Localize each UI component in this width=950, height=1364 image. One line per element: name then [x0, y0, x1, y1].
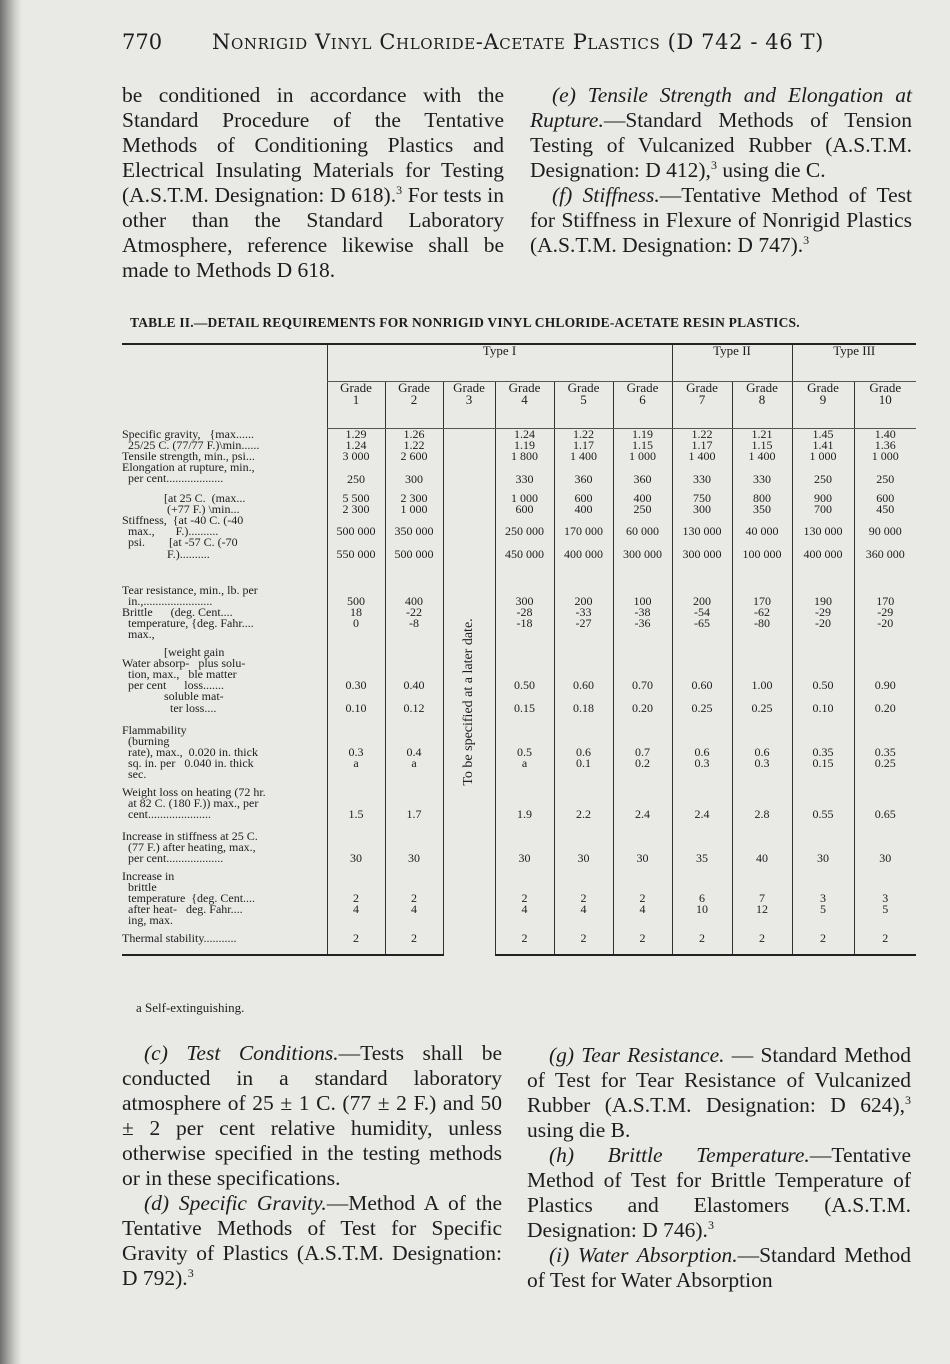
table-cell: 0.7 0.2 — [613, 725, 672, 787]
table-cell: 30 — [327, 831, 385, 871]
page-number: 770 — [122, 30, 163, 54]
paragraph-conditioning — [122, 83, 504, 283]
table-cell: 0.60 0.18 — [554, 647, 613, 725]
table-cell: 2.4 — [672, 787, 732, 831]
table-cell: 2 — [613, 933, 672, 955]
table-cell: 400 250 60 000 300 000 — [613, 493, 672, 585]
table-cell: 2 — [327, 933, 385, 955]
paragraph-tear-resistance — [527, 1043, 911, 1143]
paragraph-text: —Tests shall be conducted in a standard laboratory atmosphere of 25 ± 1 C. (77 ± 2 F.) and 50 ± 2 per cent relative humidity, unless otherwise specified in the testing methods or in these specifications. — [122, 1041, 503, 1190]
footnote-ref: 3 — [396, 182, 403, 197]
table-cell: 200 -54 -65 — [672, 585, 732, 647]
table-cell: 2 4 — [495, 871, 554, 933]
table-cell: 100 -38 -36 — [613, 585, 672, 647]
right-column-top — [530, 83, 912, 258]
table-cell: 0.30 0.10 — [327, 647, 385, 725]
table-cell: 900 700 130 000 400 000 — [792, 493, 854, 585]
table-footnote: a Self-extinguishing. — [136, 1000, 245, 1015]
table-cell: 190 -29 -20 — [792, 585, 854, 647]
grade-header: Grade 4 — [495, 382, 554, 429]
grade-header: Grade 7 — [672, 382, 732, 429]
table-cell: 0.35 0.15 — [792, 725, 854, 787]
table-cell: 1.22 1.17 1 400 360 — [554, 429, 613, 493]
grade-header: Grade 1 — [327, 382, 385, 429]
table-cell: 35 — [672, 831, 732, 871]
table-cell: 0.60 0.25 — [672, 647, 732, 725]
row-label: Specific gravity, {max...... 25/25 C. (77/77 F.)\min...... Tensile strength, min., psi... Elongation at rupture, min., per cent................... — [122, 426, 260, 486]
grade-header: Grade 9 — [792, 382, 854, 429]
table-cell: 0.6 0.1 — [554, 725, 613, 787]
table-cell: 1.29 1.24 3 000 250 — [327, 429, 385, 493]
table-cell: 800 350 40 000 100 000 — [732, 493, 792, 585]
table-cell: 0.5 a — [495, 725, 554, 787]
table-cell: 30 — [792, 831, 854, 871]
table-cell: 2 4 — [613, 871, 672, 933]
group-type-1: Type I — [327, 345, 672, 382]
table-cell: 7 12 — [732, 871, 792, 933]
table-cell: 30 — [854, 831, 916, 871]
group-type-2: Type II — [672, 345, 792, 382]
paragraph-text: —Method A of the Tentative Methods of Test for Specific Gravity of Plastics (A.S.T.M. Designation: D 792). — [122, 1191, 502, 1290]
left-column-bottom — [122, 1041, 502, 1291]
table-cell: 1.19 1.15 1 000 360 — [613, 429, 672, 493]
table-cell: 300 -28 -18 — [495, 585, 554, 647]
table-cell: 200 -33 -27 — [554, 585, 613, 647]
footnote-ref: 3 — [905, 1092, 911, 1107]
row-label: Weight loss on heating (72 hr. at 82 C. (180 F.)) max., per cent..................... — [122, 784, 266, 821]
paragraph-test-conditions — [122, 1041, 502, 1191]
paragraph-stiffness — [530, 183, 912, 258]
table-cell: 2 — [732, 933, 792, 955]
table-cell: 2 4 — [385, 871, 443, 933]
row-label: [at 25 C. (max... (+77 F.) \min... Stiffness, {at -40 C. (-40 max., F.).......... psi. [at -57 C. (-70 F.).......... — [122, 490, 246, 561]
grade-header: Grade 3 — [443, 382, 495, 429]
table-row — [122, 493, 916, 585]
paragraph-text: —Standard Methods of Tension Testing of Vulcanized Rubber (A.S.T.M. Designation: D 412), — [530, 108, 912, 182]
table-cell: 2 — [554, 933, 613, 955]
section-heading-d: (d) Specific Gravity. — [144, 1191, 327, 1215]
table-cell: 2.4 — [613, 787, 672, 831]
table-row — [122, 933, 916, 955]
table-cell: 2 4 — [554, 871, 613, 933]
table-body — [122, 426, 916, 955]
paragraph-water-absorption — [527, 1243, 911, 1293]
paragraph-text: — Standard Method of Test for Tear Resistance of Vulcanized Rubber (A.S.T.M. Designation: D 624), — [527, 1043, 912, 1117]
section-heading-e: (e) Tensile Strength and Elongation at Rupture. — [530, 83, 912, 132]
requirements-table — [122, 343, 916, 993]
table-cell: 30 — [554, 831, 613, 871]
table-cell: 30 — [385, 831, 443, 871]
row-label: Tear resistance, min., lb. per in.,....................... Brittle (deg. Cent.... temperature, {deg. Fahr.... max., — [122, 582, 258, 642]
spec-table — [122, 343, 916, 956]
paragraph-text: using die B. — [527, 1118, 631, 1142]
table-cell: 1.40 1.36 1 000 250 — [854, 429, 916, 493]
section-heading-c: (c) Test Conditions. — [144, 1041, 339, 1065]
table-cell: 0.65 — [854, 787, 916, 831]
table-cell: 1.24 1.19 1 800 330 — [495, 429, 554, 493]
label-header-blank — [122, 382, 327, 429]
row-label: [weight gain Water absorp- plus solu- tion, max., ble matter per cent loss....... soluble mat- ter loss.... — [122, 644, 246, 715]
table-caption: TABLE II.—DETAIL REQUIREMENTS FOR NONRIGID VINYL CHLORIDE-ACETATE RESIN PLASTICS. — [130, 315, 800, 330]
table-cell: 0.90 0.20 — [854, 647, 916, 725]
grade-header: Grade 2 — [385, 382, 443, 429]
table-cell: 0.50 0.15 — [495, 647, 554, 725]
row-label: Thermal stability........... — [122, 933, 327, 955]
section-heading-h: (h) Brittle Temperature. — [549, 1143, 810, 1167]
section-heading-f: (f) Stiffness. — [552, 183, 660, 207]
table-cell: 600 400 170 000 400 000 — [554, 493, 613, 585]
table-row — [122, 725, 916, 787]
table-cell: 2 4 — [327, 871, 385, 933]
table-cell: 0.35 0.25 — [854, 725, 916, 787]
table-cell: 0.6 0.3 — [672, 725, 732, 787]
section-heading-i: (i) Water Absorption. — [549, 1243, 738, 1267]
grade-3-note: To be specified at a later date. — [461, 618, 476, 786]
table-cell: 0.55 — [792, 787, 854, 831]
label-header — [122, 345, 327, 382]
grade-header: Grade 10 — [854, 382, 916, 429]
table-cell: 1.9 — [495, 787, 554, 831]
table-cell: 1.00 0.25 — [732, 647, 792, 725]
row-label: Increase in stiffness at 25 C. (77 F.) after heating, max., per cent................... — [122, 828, 258, 865]
table-cell: 170 -62 -80 — [732, 585, 792, 647]
page-header — [122, 30, 922, 60]
table-row — [122, 429, 916, 493]
right-column-bottom — [527, 1043, 911, 1293]
paragraph-text: be conditioned in accordance with the Standard Procedure of the Tentative Methods of Conditioning Plastics and Electrical Insulating Materials for Testing (A.S.T.M. Designation: D 618). — [122, 83, 504, 207]
table-cell: 1.7 — [385, 787, 443, 831]
table-cell: 0.40 0.12 — [385, 647, 443, 725]
table-row — [122, 871, 916, 933]
table-cell: 2 — [495, 933, 554, 955]
grade-3-note-cell — [443, 429, 495, 955]
table-row — [122, 585, 916, 647]
table-cell: 1.45 1.41 1 000 250 — [792, 429, 854, 493]
table-cell: 0.50 0.10 — [792, 647, 854, 725]
paragraph-tensile — [530, 83, 912, 183]
paragraph-brittle-temperature — [527, 1143, 911, 1243]
paragraph-text: —Tentative Method of Test for Brittle Temperature of Plastics and Elastomers (A.S.T.M. Designation: D 746). — [527, 1143, 911, 1242]
paragraph-text: using die C. — [716, 158, 826, 182]
paragraph-text: —Standard Method of Test for Water Absorption — [527, 1243, 911, 1292]
table-cell: 1.22 1.17 1 400 330 — [672, 429, 732, 493]
group-type-3: Type III — [792, 345, 916, 382]
table-cell: 0.70 0.20 — [613, 647, 672, 725]
grade-header: Grade 8 — [732, 382, 792, 429]
footnote-ref: 3 — [710, 157, 717, 172]
table-cell: 170 -29 -20 — [854, 585, 916, 647]
grade-header: Grade 5 — [554, 382, 613, 429]
table-cell: 2 — [792, 933, 854, 955]
table-cell: 750 300 130 000 300 000 — [672, 493, 732, 585]
left-column-top — [122, 83, 504, 283]
table-cell: 6 10 — [672, 871, 732, 933]
running-title: Nonrigid Vinyl Chloride-Acetate Plastics (D 742 - 46 T) — [212, 30, 824, 54]
table-cell: 3 5 — [854, 871, 916, 933]
table-cell: 500 18 0 — [327, 585, 385, 647]
table-cell: 0.4 a — [385, 725, 443, 787]
table-cell: 1.5 — [327, 787, 385, 831]
table-cell: 30 — [613, 831, 672, 871]
table-cell: 1.21 1.15 1 400 330 — [732, 429, 792, 493]
table-cell: 0.6 0.3 — [732, 725, 792, 787]
footnote-ref: 3 — [187, 1265, 194, 1280]
table-cell: 2 — [385, 933, 443, 955]
paragraph-specific-gravity — [122, 1191, 502, 1291]
table-cell: 2 — [854, 933, 916, 955]
table-cell: 2 — [672, 933, 732, 955]
table-cell: 600 450 90 000 360 000 — [854, 493, 916, 585]
footnote-ref: 3 — [707, 1217, 714, 1232]
table-cell: 1 000 600 250 000 450 000 — [495, 493, 554, 585]
table-cell: 2.2 — [554, 787, 613, 831]
table-row — [122, 831, 916, 871]
row-label: Flammability (burning rate), max., 0.020 in. thick sq. in. per 0.040 in. thick sec. — [122, 722, 258, 782]
table-cell: 3 5 — [792, 871, 854, 933]
table-row — [122, 647, 916, 725]
table-cell: 30 — [495, 831, 554, 871]
paragraph-text: —Tentative Method of Test for Stiffness in Flexure of Nonrigid Plastics (A.S.T.M. Designation: D 747). — [530, 183, 912, 257]
table-cell: 40 — [732, 831, 792, 871]
paragraph-text: For tests in other than the Standard Laboratory Atmosphere, reference likewise shall be made to Methods D 618. — [122, 183, 504, 282]
footnote-ref: 3 — [803, 232, 810, 247]
table-cell: 400 -22 -8 — [385, 585, 443, 647]
table-cell: 2.8 — [732, 787, 792, 831]
table-cell: 5 500 2 300 500 000 550 000 — [327, 493, 385, 585]
grade-header: Grade 6 — [613, 382, 672, 429]
table-row — [122, 787, 916, 831]
table-cell: 2 300 1 000 350 000 500 000 — [385, 493, 443, 585]
row-label: Increase in brittle temperature {deg. Cent.... after heat- deg. Fahr.... ing, max. — [122, 868, 256, 928]
table-cell: 1.26 1.22 2 600 300 — [385, 429, 443, 493]
table-cell: 0.3 a — [327, 725, 385, 787]
section-heading-g: (g) Tear Resistance. — [549, 1043, 725, 1067]
